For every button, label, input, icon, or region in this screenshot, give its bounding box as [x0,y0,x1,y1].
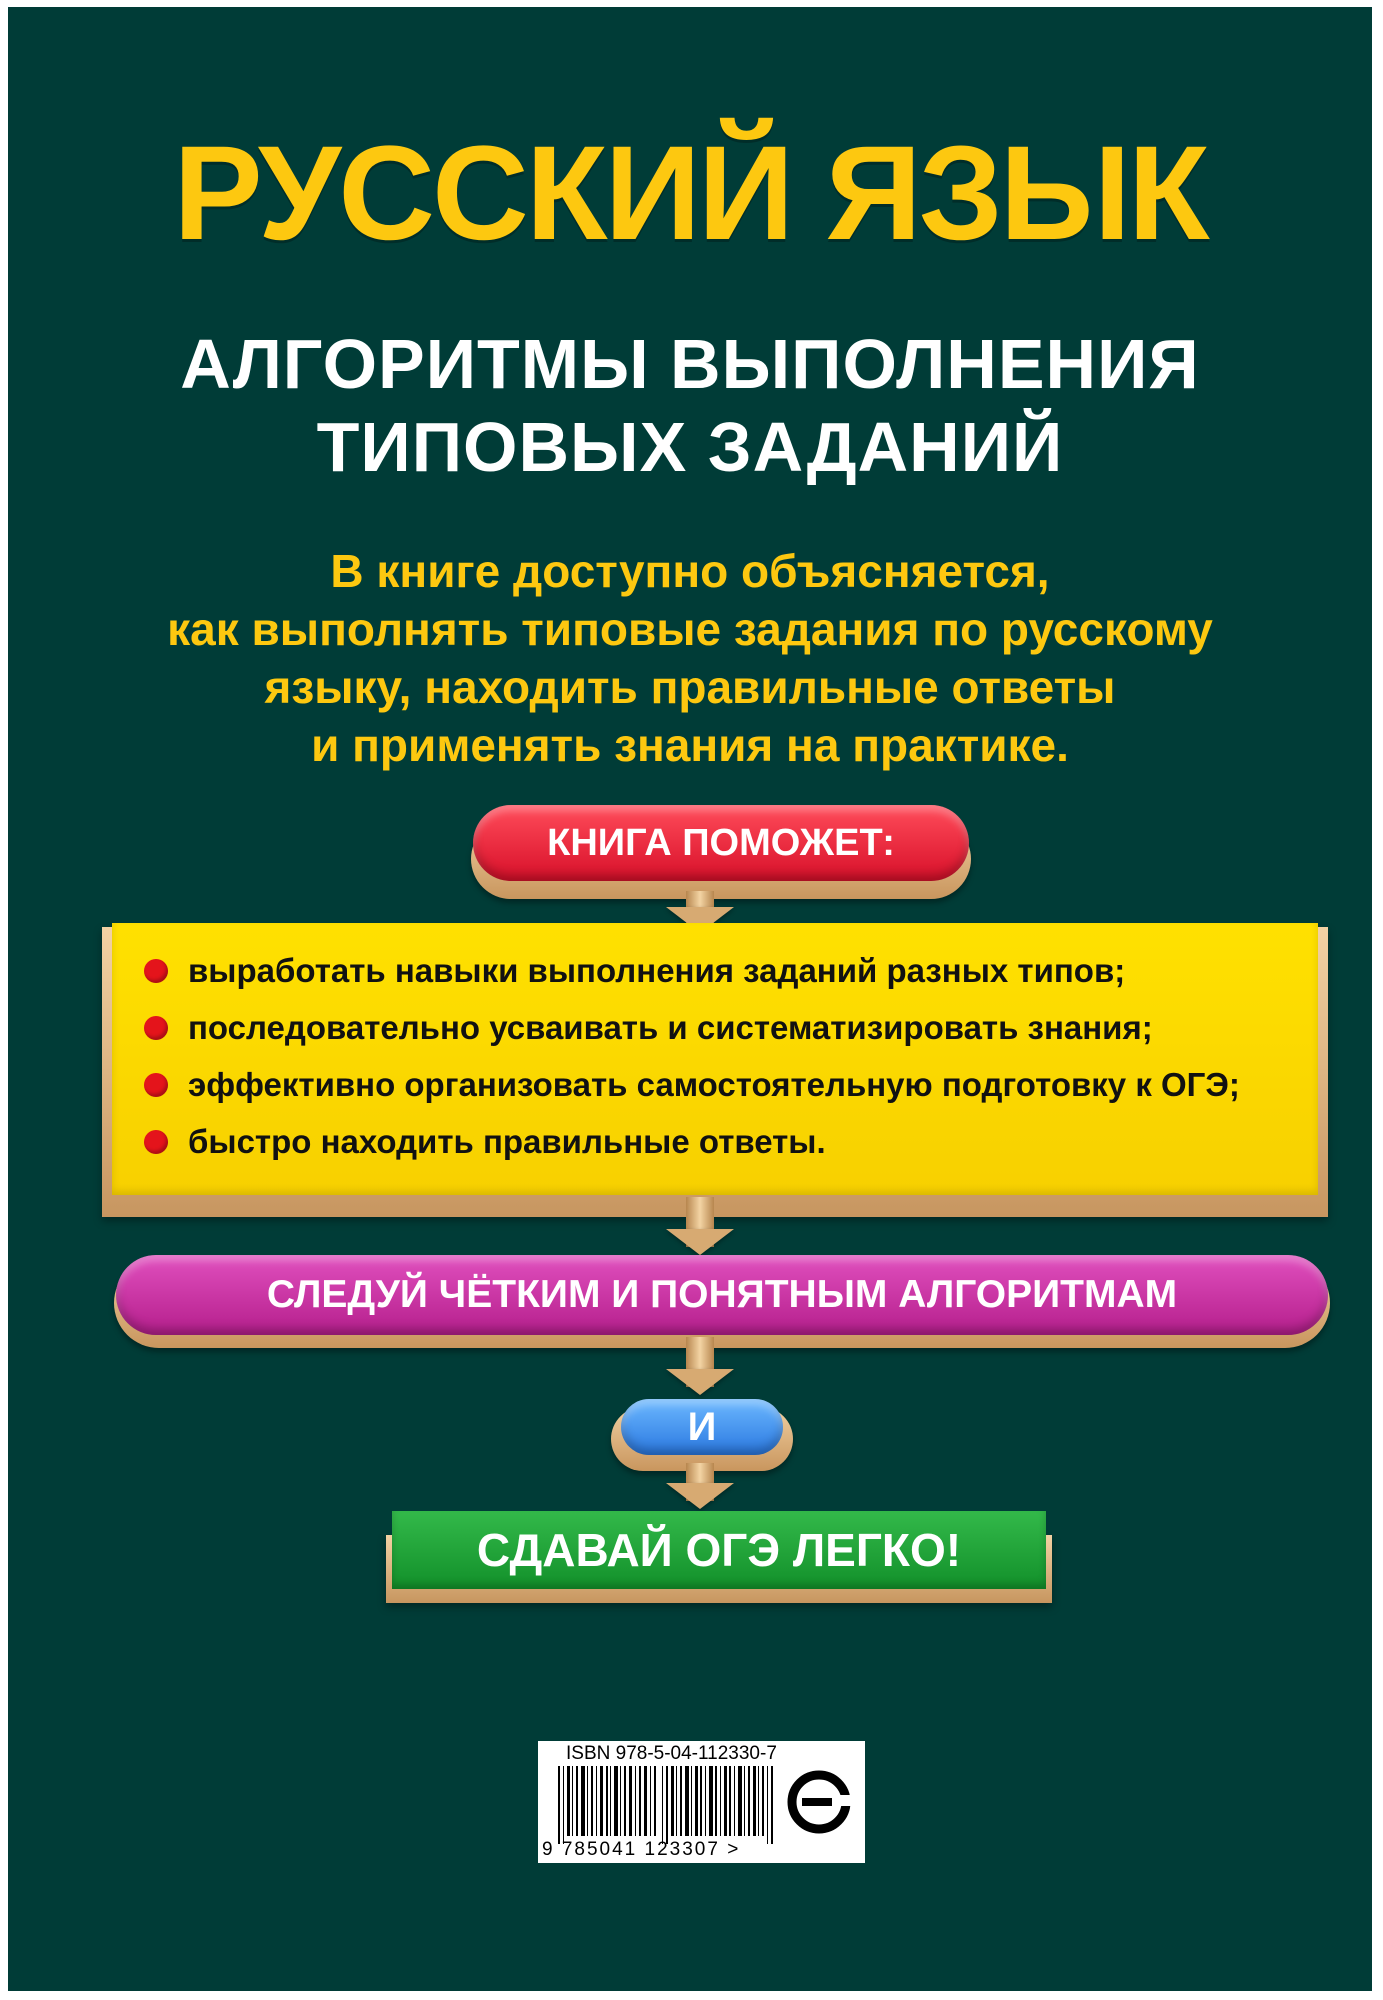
arrow-down-icon [666,1229,734,1255]
and-pill: И [621,1399,783,1455]
help-pill: КНИГА ПОМОЖЕТ: [473,805,969,881]
subtitle-line-2: ТИПОВЫХ ЗАДАНИЙ [316,408,1064,486]
benefit-text: последовательно усваивать и систематизировать знания; [188,1009,1153,1046]
pass-board: СДАВАЙ ОГЭ ЛЕГКО! [392,1511,1046,1589]
barcode-icon [558,1766,776,1844]
bullet-dot-icon [144,1130,168,1154]
bullet-dot-icon [144,1016,168,1040]
description-line: В книге доступно объясняется, [330,545,1050,597]
subtitle-line-1: АЛГОРИТМЫ ВЫПОЛНЕНИЯ [180,325,1200,403]
benefit-item [144,951,1125,991]
benefit-item [144,1065,1240,1105]
benefit-text: эффективно организовать самостоятельную подготовку к ОГЭ; [188,1066,1240,1103]
bullet-dot-icon [144,959,168,983]
description-line: и применять знания на практике. [311,719,1069,771]
barcode-digits: 9 785041 123307 > [542,1839,741,1860]
benefit-item [144,1122,826,1162]
isbn-barcode-block [538,1741,865,1863]
follow-pill: СЛЕДУЙ ЧЁТКИМ И ПОНЯТНЫМ АЛГОРИТМАМ [116,1255,1328,1335]
arrow-down-icon [666,1483,734,1509]
book-title: РУССКИЙ ЯЗЫК [173,119,1207,268]
eksmo-logo-icon [778,1761,860,1843]
book-back-cover [8,7,1372,1991]
description-line: как выполнять типовые задания по русскому [167,603,1213,655]
benefit-text: быстро находить правильные ответы. [188,1123,826,1160]
isbn-label: ISBN 978-5-04-112330-7 [566,1743,777,1764]
bullet-dot-icon [144,1073,168,1097]
benefit-item [144,1008,1153,1048]
arrow-down-icon [666,1369,734,1395]
description-line: языку, находить правильные ответы [264,661,1116,713]
benefit-text: выработать навыки выполнения заданий разных типов; [188,952,1126,989]
